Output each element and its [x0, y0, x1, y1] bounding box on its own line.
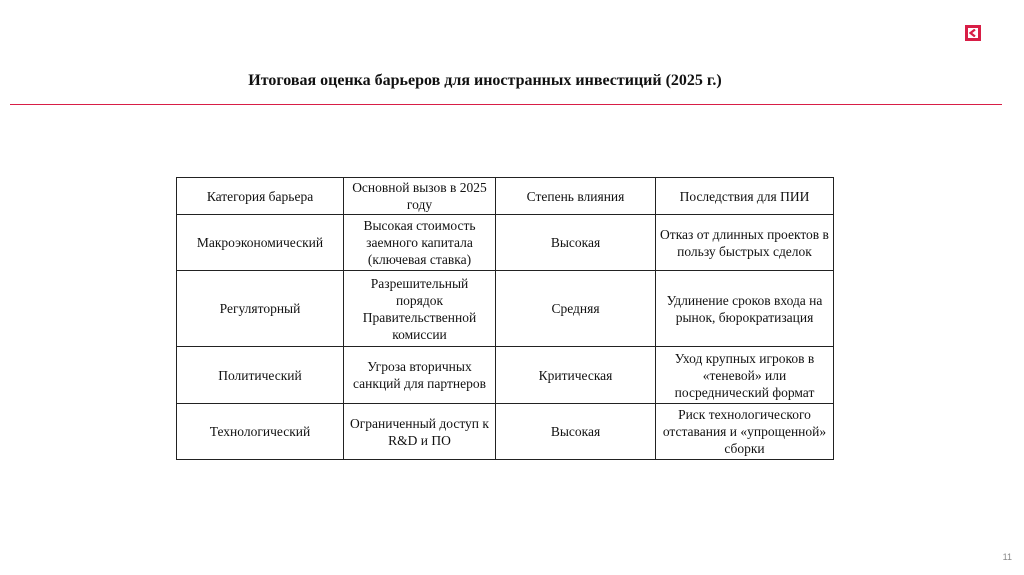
- table-cell: Ограниченный доступ к R&D и ПО: [344, 404, 496, 460]
- header-cell: Основной вызов в 2025 году: [344, 178, 496, 215]
- table-cell: Удлинение сроков входа на рынок, бюрократизация: [656, 271, 834, 347]
- table-row: [177, 404, 834, 460]
- header-cell: Категория барьера: [177, 178, 344, 215]
- table-cell: Макроэкономический: [177, 215, 344, 271]
- page-number: 11: [1002, 552, 1012, 562]
- table-cell: Уход крупных игроков в «теневой» или посреднический формат: [656, 347, 834, 404]
- slide-title: Итоговая оценка барьеров для иностранных инвестиций (2025 г.): [248, 72, 722, 89]
- back-button[interactable]: [965, 25, 981, 41]
- table-cell: Средняя: [496, 271, 656, 347]
- table-cell: Критическая: [496, 347, 656, 404]
- table-cell: Высокая: [496, 404, 656, 460]
- table-cell: Политический: [177, 347, 344, 404]
- table-cell: Разрешительный порядок Правительственной комиссии: [344, 271, 496, 347]
- table-cell: Регуляторный: [177, 271, 344, 347]
- table-cell: Риск технологического отставания и «упрощенной» сборки: [656, 404, 834, 460]
- table-row: [177, 215, 834, 271]
- table-cell: Отказ от длинных проектов в пользу быстрых сделок: [656, 215, 834, 271]
- title-divider: [10, 104, 1002, 105]
- header-cell: Последствия для ПИИ: [656, 178, 834, 215]
- table-cell: Высокая: [496, 215, 656, 271]
- table-row: [177, 271, 834, 347]
- table-cell: Угроза вторичных санкций для партнеров: [344, 347, 496, 404]
- table-cell: Технологический: [177, 404, 344, 460]
- table-row: [177, 347, 834, 404]
- table-cell: Высокая стоимость заемного капитала (ключевая ставка): [344, 215, 496, 271]
- header-cell: Степень влияния: [496, 178, 656, 215]
- chevron-left-icon: [969, 29, 977, 37]
- table-header-row: [177, 178, 834, 215]
- barriers-table: [176, 177, 834, 460]
